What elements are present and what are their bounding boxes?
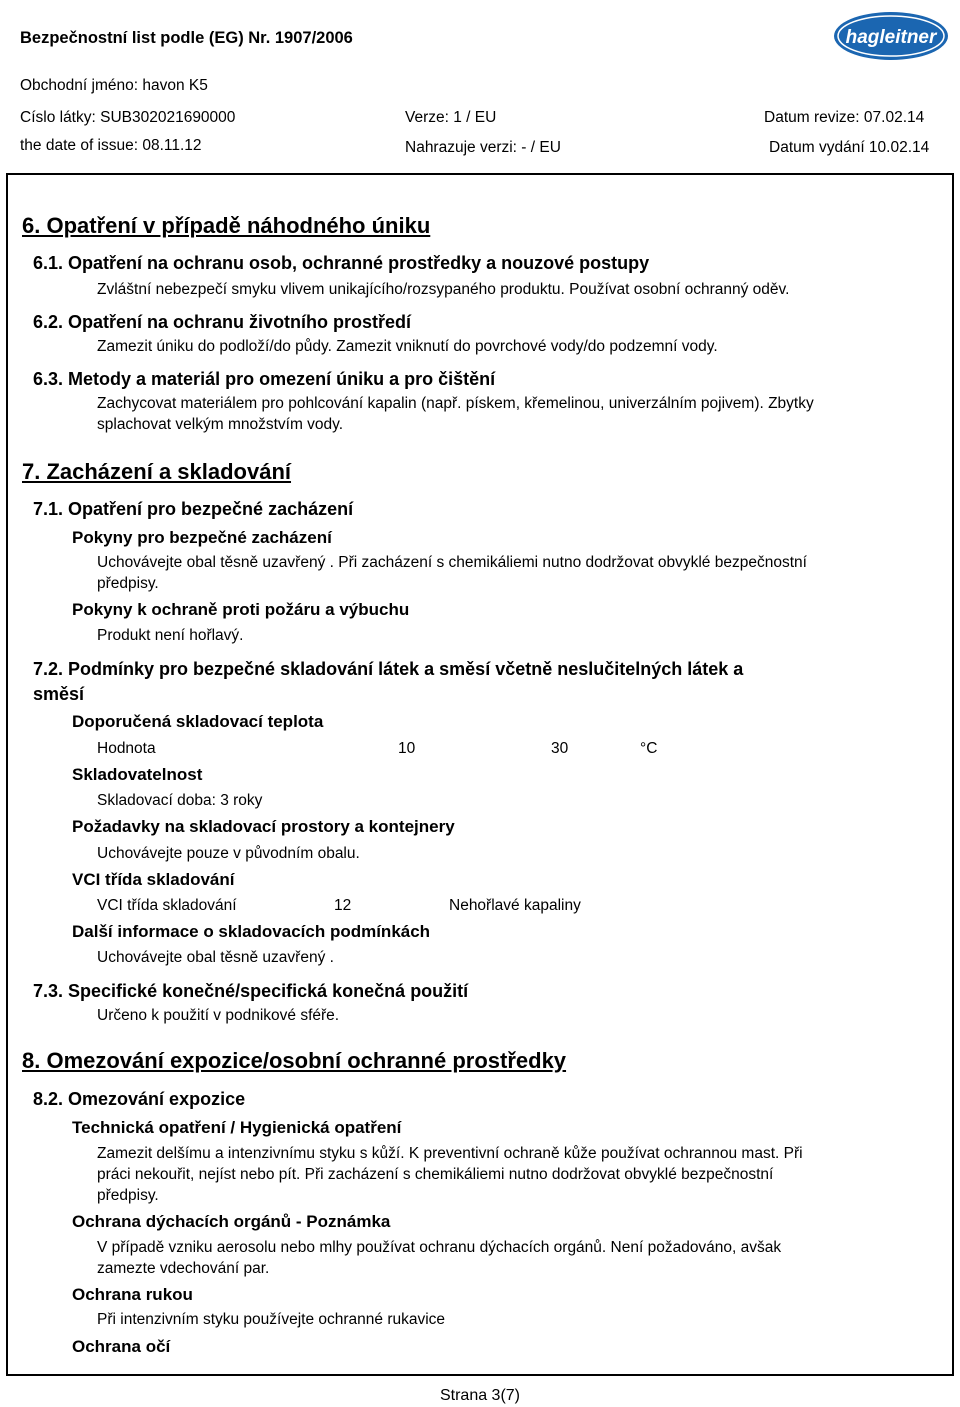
section-6-3-text-line1: Zachycovat materiálem pro pohlcování kapalin (např. pískem, křemelinou, univerzálním pojivem). Zbytky bbox=[97, 395, 814, 412]
storability-text: Skladovací doba: 3 roky bbox=[97, 792, 263, 809]
section-7-2-heading-line1: 7.2. Podmínky pro bezpečné skladování látek a směsí včetně neslučitelných látek a bbox=[33, 659, 744, 679]
logo-text: hagleitner bbox=[845, 27, 937, 48]
section-8-heading: 8. Omezování expozice/osobní ochranné prostředky bbox=[22, 1048, 567, 1073]
technical-measures-text-line3: předpisy. bbox=[97, 1187, 159, 1204]
document-title: Bezpečnostní list podle (EG) Nr. 1907/2006 bbox=[20, 29, 353, 47]
respiratory-protection-text-line1: V případě vzniku aerosolu nebo mlhy používat ochranu dýchacích orgánů. Není požadováno, avšak bbox=[97, 1239, 782, 1256]
section-6-2-heading: 6.2. Opatření na ochranu životního prostředí bbox=[33, 312, 412, 332]
issue-date: the date of issue: 08.11.12 bbox=[20, 137, 202, 154]
hagleitner-logo bbox=[832, 10, 950, 62]
section-7-2-heading-line2: směsí bbox=[33, 684, 85, 704]
section-7-1-heading: 7.1. Opatření pro bezpečné zacházení bbox=[33, 499, 354, 519]
storability-subheading: Skladovatelnost bbox=[72, 765, 203, 784]
respiratory-protection-subheading: Ochrana dýchacích orgánů - Poznámka bbox=[72, 1212, 391, 1231]
temperature-max: 30 bbox=[551, 740, 569, 757]
release-date: Datum vydání 10.02.14 bbox=[769, 139, 930, 156]
temperature-min: 10 bbox=[398, 740, 416, 757]
section-6-heading: 6. Opatření v případě náhodného úniku bbox=[22, 213, 431, 238]
vci-class-description: Nehořlavé kapaliny bbox=[449, 897, 581, 914]
replaces-version: Nahrazuje verzi: - / EU bbox=[405, 139, 561, 156]
safe-handling-subheading: Pokyny pro bezpečné zacházení bbox=[72, 528, 332, 547]
substance-number: Císlo látky: SUB302021690000 bbox=[20, 109, 236, 126]
fire-protection-subheading: Pokyny k ochraně proti požáru a výbuchu bbox=[72, 600, 410, 619]
vci-class-label: VCI třída skladování bbox=[97, 897, 237, 914]
vci-class-subheading: VCI třída skladování bbox=[72, 870, 235, 889]
technical-measures-text-line2: práci nekouřit, nejíst nebo pít. Při zacházení s chemikáliemi nutno dodržovat obvyklé bezpečnostní bbox=[97, 1166, 774, 1183]
safe-handling-text-line1: Uchovávejte obal těsně uzavřený . Při zacházení s chemikáliemi nutno dodržovat obvyklé bezpečnostní bbox=[97, 554, 807, 571]
temperature-unit: °C bbox=[640, 740, 658, 757]
safe-handling-text-line2: předpisy. bbox=[97, 575, 159, 592]
section-6-1-text: Zvláštní nebezpečí smyku vlivem unikajícího/rozsypaného produktu. Používat osobní ochranný oděv. bbox=[97, 281, 790, 298]
section-8-2-heading: 8.2. Omezování expozice bbox=[33, 1089, 246, 1109]
section-7-3-heading: 7.3. Specifické konečné/specifická konečná použití bbox=[33, 981, 469, 1001]
page-number: Strana 3(7) bbox=[439, 1387, 521, 1404]
storage-requirements-text: Uchovávejte pouze v původním obalu. bbox=[97, 845, 360, 862]
storage-requirements-subheading: Požadavky na skladovací prostory a kontejnery bbox=[72, 817, 455, 836]
technical-measures-text-line1: Zamezit delšímu a intenzivnímu styku s kůží. K preventivní ochraně kůže používat ochrannou mast. Při bbox=[97, 1145, 803, 1162]
storage-temperature-subheading: Doporučená skladovací teplota bbox=[72, 712, 324, 731]
section-6-1-heading: 6.1. Opatření na ochranu osob, ochranné prostředky a nouzové postupy bbox=[33, 253, 650, 273]
section-7-3-text: Určeno k použití v podnikové sféře. bbox=[97, 1007, 340, 1024]
section-6-2-text: Zamezit úniku do podloží/do půdy. Zamezit vniknutí do povrchové vody/do podzemní vody. bbox=[97, 338, 718, 355]
section-6-3-text-line2: splachovat velkým množstvím vody. bbox=[97, 416, 344, 433]
version: Verze: 1 / EU bbox=[405, 109, 497, 126]
respiratory-protection-text-line2: zamezte vdechování par. bbox=[97, 1260, 270, 1277]
other-storage-info-subheading: Další informace o skladovacích podmínkách bbox=[72, 922, 431, 941]
section-6-3-heading: 6.3. Metody a materiál pro omezení úniku a pro čištění bbox=[33, 369, 496, 389]
hand-protection-subheading: Ochrana rukou bbox=[72, 1285, 193, 1304]
other-storage-info-text: Uchovávejte obal těsně uzavřený . bbox=[97, 949, 334, 966]
revision-date: Datum revize: 07.02.14 bbox=[764, 109, 925, 126]
temperature-label: Hodnota bbox=[97, 740, 156, 757]
fire-protection-text: Produkt není hořlavý. bbox=[97, 627, 244, 644]
vci-class-value: 12 bbox=[334, 897, 352, 914]
eye-protection-subheading: Ochrana očí bbox=[72, 1337, 171, 1356]
technical-measures-subheading: Technická opatření / Hygienická opatření bbox=[72, 1118, 402, 1137]
section-7-heading: 7. Zacházení a skladování bbox=[22, 459, 292, 484]
hand-protection-text: Při intenzivním styku používejte ochranné rukavice bbox=[97, 1311, 446, 1328]
trade-name: Obchodní jméno: havon K5 bbox=[20, 77, 208, 94]
